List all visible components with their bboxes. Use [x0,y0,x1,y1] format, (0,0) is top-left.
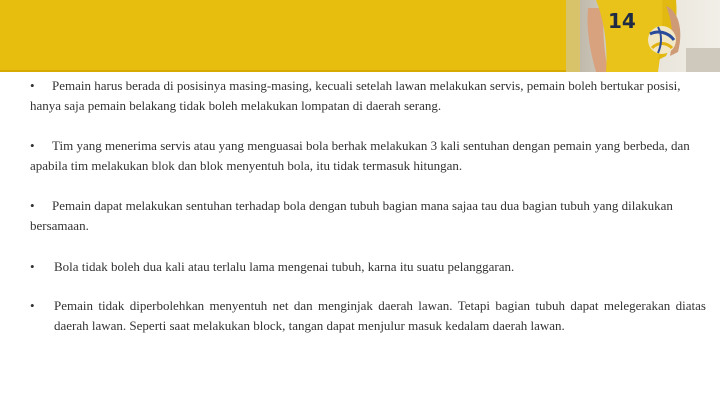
bullet-5: • [30,298,35,313]
rule-paragraph-2 [30,136,706,176]
bullet-4: • [30,259,35,274]
volleyball-player-photo [566,0,720,72]
rule-text-5: Pemain tidak diperbolehkan menyentuh net dan menginjak daerah lawan. Tetapi bagian tubuh dapat melegerakan diatas daerah lawan. Seperti saat melakukan block, tangan dapat menjulur masuk kedalam daerah lawan. [54,298,706,333]
rule-text-4: Bola tidak boleh dua kali atau terlalu lama mengenai tubuh, karna itu suatu pelanggaran. [54,259,515,274]
bullet-3: • [30,198,35,213]
jersey-number: 14 [608,9,636,33]
rule-paragraph-3 [30,196,706,236]
rule-paragraph-4 [30,257,706,277]
bullet-1: • [30,78,35,93]
rule-paragraph-1 [30,76,706,116]
bullet-2: • [30,138,35,153]
rule-paragraph-5 [30,296,706,336]
rule-text-2: Tim yang menerima servis atau yang menguasai bola berhak melakukan 3 kali sentuhan dengan pemain yang berbeda, dan apabila tim melakukan blok dan blok menyentuh bola, itu tidak termasuk hitungan. [30,138,690,173]
rule-text-1: Pemain harus berada di posisinya masing-masing, kecuali setelah lawan melakukan servis, pemain boleh bertukar posisi, hanya saja pemain belakang tidak boleh melakukan lompatan di daerah serang. [30,78,681,113]
rule-text-3: Pemain dapat melakukan sentuhan terhadap bola dengan tubuh bagian mana sajaa tau dua bagian tubuh yang dilakukan bersamaan. [30,198,673,233]
